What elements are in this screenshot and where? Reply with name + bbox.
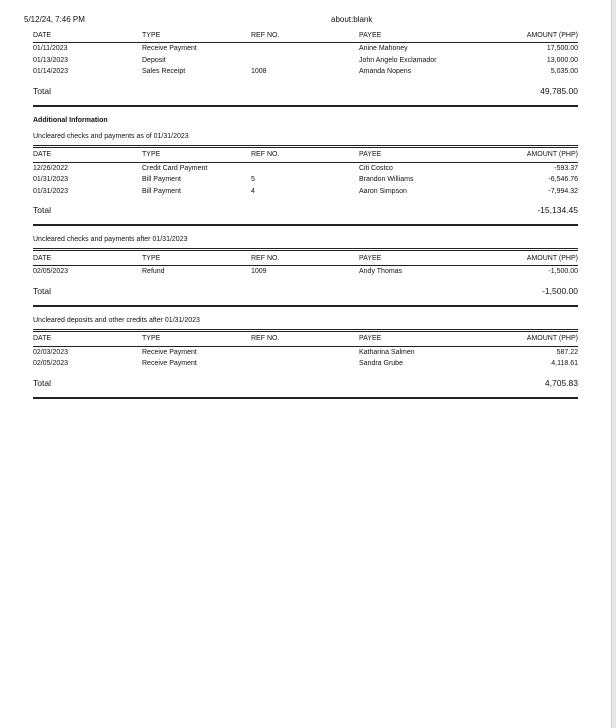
- additional-info-title: Additional Information: [33, 116, 108, 124]
- total-label: Total: [33, 205, 51, 215]
- section-title: Uncleared checks and payments after 01/31/2023: [33, 236, 188, 243]
- cell-payee: Citi Costco: [359, 164, 393, 172]
- col-ref: REF NO.: [251, 28, 359, 43]
- total-value: -1,500.00: [542, 285, 578, 296]
- cell-payee: John Angelo Exclamador: [359, 56, 437, 64]
- table-row: [33, 174, 578, 186]
- table-header-row: [33, 28, 578, 43]
- uncleared-checks-after-table: [33, 248, 578, 278]
- total-label: Total: [33, 85, 51, 96]
- cell-payee: Aaron Simpson: [359, 187, 407, 195]
- page-edge: [611, 0, 616, 728]
- col-payee: PAYEE: [359, 250, 469, 266]
- col-payee: PAYEE: [359, 28, 469, 43]
- cell-date: 01/13/2023: [33, 56, 69, 64]
- transactions-table: [33, 28, 578, 78]
- col-ref: REF NO.: [251, 146, 359, 162]
- total-label: Total: [33, 285, 51, 296]
- cell-payee: Katharina Salmen: [359, 348, 415, 356]
- total-value: -15,134.45: [537, 205, 578, 215]
- cell-date: 12/26/2022: [33, 164, 69, 172]
- col-amount: AMOUNT (PHP): [469, 250, 578, 266]
- print-url: about:blank: [331, 15, 373, 24]
- table-header-row: [33, 146, 578, 162]
- cell-date: 02/03/2023: [33, 348, 69, 356]
- cell-date: 01/11/2023: [33, 45, 68, 53]
- cell-ref: 1009: [251, 268, 267, 276]
- col-date: DATE: [33, 146, 142, 162]
- col-amount: AMOUNT (PHP): [469, 28, 578, 43]
- cell-amount: 17,500.00: [546, 45, 578, 53]
- cell-ref: [251, 358, 359, 370]
- cell-ref: 5: [251, 176, 255, 184]
- col-date: DATE: [33, 330, 142, 346]
- col-date: DATE: [33, 250, 142, 266]
- table-row: [33, 43, 578, 55]
- cell-date: 02/05/2023: [33, 360, 69, 368]
- uncleared-checks-table: [33, 145, 578, 198]
- total-row: [33, 278, 578, 307]
- table-row: [33, 358, 578, 370]
- col-type: TYPE: [142, 250, 251, 266]
- cell-amount: -593.37: [554, 164, 578, 172]
- print-date: 5/12/24, 7:46 PM: [24, 15, 85, 24]
- cell-type: Receive Payment: [142, 348, 197, 356]
- cell-ref: 4: [251, 187, 255, 195]
- report: [33, 28, 578, 399]
- cell-amount: -7,994.32: [548, 187, 578, 195]
- table-row: [33, 162, 578, 174]
- cell-ref: [251, 346, 359, 358]
- col-payee: PAYEE: [359, 330, 469, 346]
- print-header: [24, 15, 580, 27]
- cell-amount: 13,000.00: [546, 56, 578, 64]
- cell-type: Receive Payment: [142, 360, 197, 368]
- cell-payee: Sandra Grube: [359, 360, 403, 368]
- cell-payee: Andy Thomas: [359, 268, 403, 276]
- total-row: [33, 197, 578, 226]
- cell-amount: 587.22: [556, 348, 578, 356]
- cell-type: Deposit: [142, 56, 166, 64]
- table-row: [33, 346, 578, 358]
- cell-date: 01/14/2023: [33, 68, 69, 76]
- table-header-row: [33, 250, 578, 266]
- table-row: [33, 186, 578, 198]
- cell-type: Bill Payment: [142, 187, 181, 195]
- cell-type: Credit Card Payment: [142, 164, 208, 172]
- cell-amount: -6,546.76: [548, 176, 578, 184]
- section-title: Uncleared checks and payments as of 01/31/2023: [33, 132, 189, 140]
- col-type: TYPE: [142, 28, 251, 43]
- col-date: DATE: [33, 28, 142, 43]
- col-payee: PAYEE: [359, 146, 469, 162]
- table-row: [33, 66, 578, 78]
- cell-date: 01/31/2023: [33, 176, 69, 184]
- col-type: TYPE: [142, 146, 251, 162]
- cell-payee: Brandon Williams: [359, 176, 414, 184]
- cell-payee: Anine Mahoney: [359, 45, 408, 53]
- total-value: 4,705.83: [544, 377, 578, 388]
- col-ref: REF NO.: [251, 330, 359, 346]
- cell-amount: 4,118.61: [551, 360, 578, 368]
- cell-amount: -1,500.00: [548, 268, 578, 276]
- cell-type: Sales Receipt: [142, 68, 186, 76]
- col-ref: REF NO.: [251, 250, 359, 266]
- section-title: Uncleared deposits and other credits after 01/31/2023: [33, 316, 200, 324]
- total-row: [33, 78, 578, 107]
- cell-type: Receive Payment: [142, 45, 197, 53]
- total-value: 49,785.00: [540, 85, 578, 96]
- cell-date: 02/05/2023: [33, 268, 69, 276]
- col-amount: AMOUNT (PHP): [469, 146, 578, 162]
- uncleared-deposits-table: [33, 329, 578, 370]
- cell-date: 01/31/2023: [33, 187, 69, 195]
- table-row: [33, 266, 578, 278]
- table-header-row: [33, 330, 578, 346]
- cell-ref: [251, 55, 359, 67]
- total-row: [33, 370, 578, 399]
- cell-ref: [251, 162, 359, 174]
- cell-type: Refund: [142, 268, 165, 276]
- cell-amount: 5,035.00: [550, 68, 578, 76]
- table-row: [33, 55, 578, 67]
- cell-type: Bill Payment: [142, 176, 181, 184]
- col-type: TYPE: [142, 330, 251, 346]
- col-amount: AMOUNT (PHP): [469, 330, 578, 346]
- total-label: Total: [33, 377, 51, 388]
- cell-ref: 1008: [251, 68, 267, 76]
- cell-payee: Amanda Nopens: [359, 68, 412, 76]
- cell-ref: [251, 43, 359, 55]
